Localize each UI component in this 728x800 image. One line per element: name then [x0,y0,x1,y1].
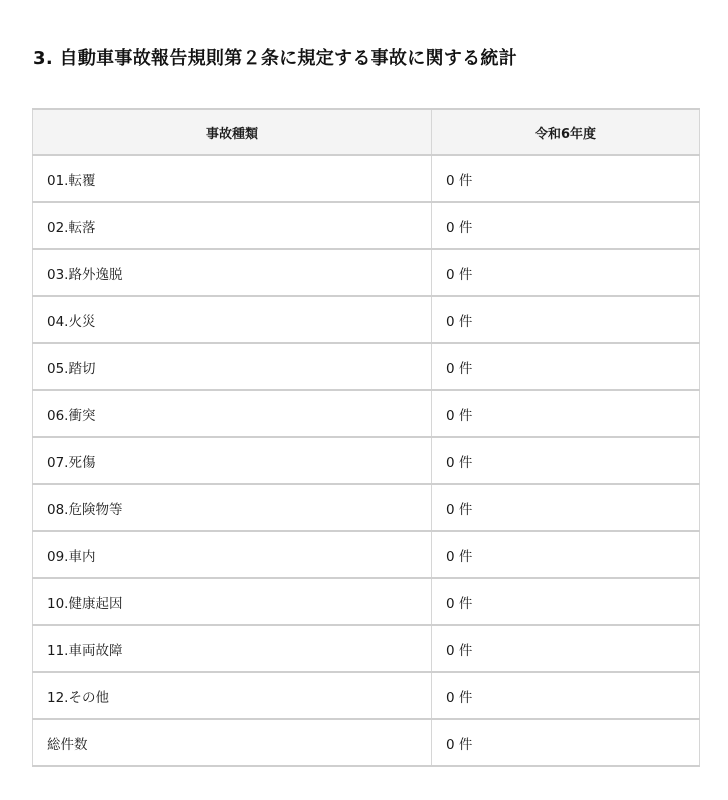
table-row [33,202,700,249]
accident-type-cell: 01.転覆 [33,155,432,202]
header-accident-type: 事故種類 [33,109,432,155]
table-row [33,343,700,390]
header-fiscal-year: 令和6年度 [432,109,700,155]
count-cell: 0 件 [432,484,700,531]
table-row [33,672,700,719]
accident-type-cell: 08.危険物等 [33,484,432,531]
count-cell: 0 件 [432,437,700,484]
accident-type-cell: 09.車内 [33,531,432,578]
table-row [33,625,700,672]
accident-type-cell: 11.車両故障 [33,625,432,672]
accident-type-cell: 07.死傷 [33,437,432,484]
accident-statistics-table [32,108,700,767]
accident-type-cell: 05.踏切 [33,343,432,390]
table-row [33,484,700,531]
table-header [33,109,700,155]
accident-type-cell: 10.健康起因 [33,578,432,625]
table-row [33,437,700,484]
accident-type-cell: 06.衝突 [33,390,432,437]
count-cell: 0 件 [432,202,700,249]
page-title: 3. 自動車事故報告規則第２条に規定する事故に関する統計 [33,48,518,69]
count-cell: 0 件 [432,155,700,202]
count-cell: 0 件 [432,390,700,437]
count-cell: 0 件 [432,249,700,296]
table-row [33,296,700,343]
table-row [33,578,700,625]
count-cell: 0 件 [432,343,700,390]
table-body [33,155,700,766]
accident-type-cell: 02.転落 [33,202,432,249]
count-cell: 0 件 [432,296,700,343]
table-row [33,390,700,437]
accident-type-cell: 03.路外逸脱 [33,249,432,296]
header-row [33,109,700,155]
table-row [33,249,700,296]
count-cell: 0 件 [432,531,700,578]
table-row [33,531,700,578]
count-cell: 0 件 [432,672,700,719]
count-cell: 0 件 [432,578,700,625]
count-cell: 0 件 [432,625,700,672]
table-row [33,155,700,202]
total-label-cell: 総件数 [33,719,432,766]
accident-type-cell: 12.その他 [33,672,432,719]
table-row-total [33,719,700,766]
accident-type-cell: 04.火災 [33,296,432,343]
total-count-cell: 0 件 [432,719,700,766]
